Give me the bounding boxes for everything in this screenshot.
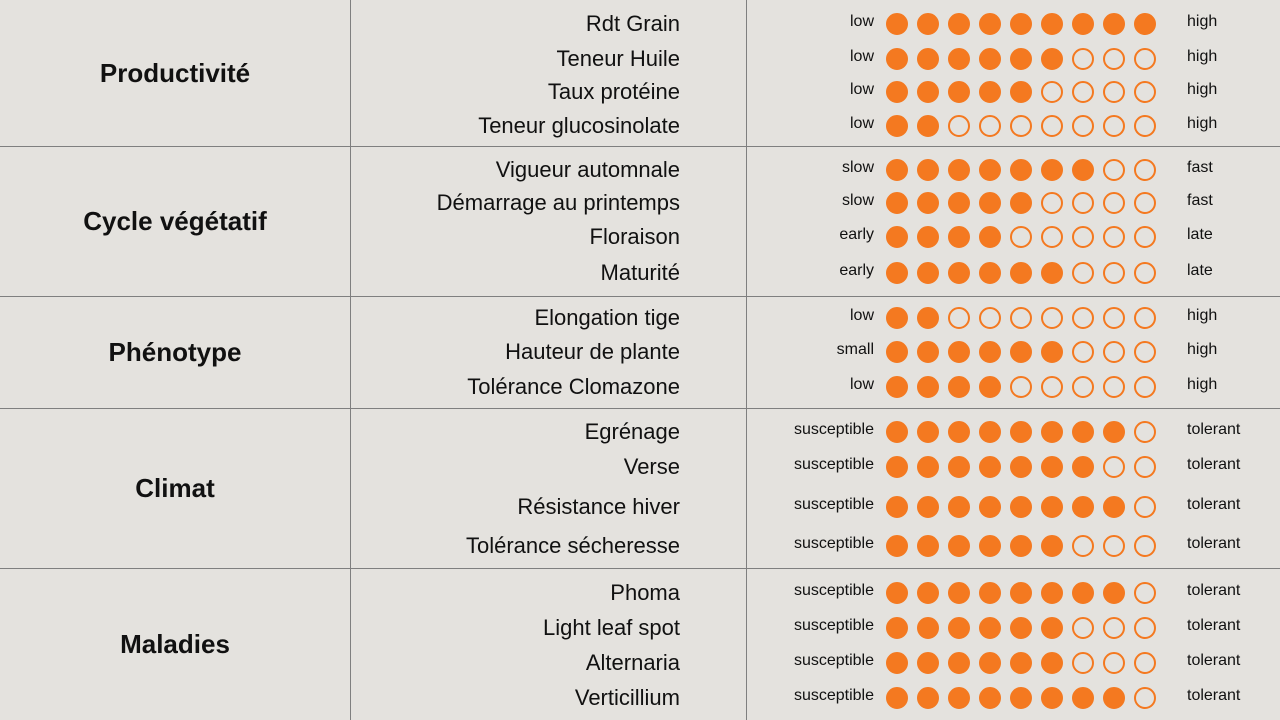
rating-dot-filled [1041,652,1063,674]
rating-dot-filled [1041,262,1063,284]
rating-dot-empty [1134,617,1156,639]
rating-dot-filled [886,456,908,478]
rating-dot-filled [1010,262,1032,284]
rating-dot-empty [1072,341,1094,363]
rating-dot-empty [1134,687,1156,709]
trait-name: Verticillium [574,685,680,710]
rating-dot-filled [1010,81,1032,103]
rating-dot-filled [1041,617,1063,639]
rating-dot-filled [1072,456,1094,478]
rating-dot-filled [917,687,939,709]
rating-dots [886,155,1176,185]
scale-high-label: tolerant [1187,421,1241,438]
rating-dot-filled [979,421,1001,443]
rating-dot-empty [1072,81,1094,103]
rating-dot-filled [948,582,970,604]
rating-dot-filled [1103,13,1125,35]
rating-dot-empty [1072,376,1094,398]
rating-dot-filled [948,456,970,478]
category-label: Productivité [99,58,251,88]
rating-dot-filled [917,115,939,137]
rating-dot-empty [1072,262,1094,284]
group-divider [0,296,1280,297]
rating-dots [886,222,1176,252]
rating-dot-filled [1010,535,1032,557]
rating-dot-filled [917,535,939,557]
rating-dots [886,578,1176,608]
scale-low-label: slow [841,159,874,176]
rating-dot-filled [917,582,939,604]
rating-dots [886,188,1176,218]
rating-dot-filled [979,262,1001,284]
scale-high-label: late [1187,226,1213,243]
scale-low-label: low [849,376,874,393]
rating-dot-filled [948,81,970,103]
scale-low-label: early [839,262,874,279]
rating-dot-empty [1134,226,1156,248]
rating-dot-filled [948,13,970,35]
rating-dots [886,303,1176,333]
scale-high-label: fast [1187,159,1213,176]
rating-dot-empty [1103,307,1125,329]
scale-high-label: high [1187,115,1218,132]
rating-dot-filled [886,262,908,284]
trait-name: Egrénage [584,419,680,444]
rating-dot-empty [1134,159,1156,181]
rating-dot-filled [1072,421,1094,443]
rating-dot-empty [1134,262,1156,284]
scale-low-label: susceptible [793,456,874,473]
rating-dot-filled [1103,496,1125,518]
rating-dot-filled [1010,496,1032,518]
scale-high-label: tolerant [1187,582,1241,599]
rating-dot-empty [1134,341,1156,363]
rating-dot-filled [979,496,1001,518]
rating-dot-filled [948,687,970,709]
rating-dot-empty [1103,226,1125,248]
rating-dot-filled [1010,159,1032,181]
rating-dot-filled [917,652,939,674]
category-label: Cycle végétatif [83,206,267,236]
rating-dot-filled [948,226,970,248]
scale-high-label: tolerant [1187,687,1241,704]
rating-dot-filled [917,48,939,70]
rating-dot-filled [1010,687,1032,709]
rating-dot-empty [1103,376,1125,398]
rating-dot-filled [1041,421,1063,443]
rating-dot-filled [979,652,1001,674]
rating-dot-filled [886,582,908,604]
rating-dot-filled [1041,341,1063,363]
scale-low-label: small [836,341,874,358]
scale-high-label: high [1187,341,1218,358]
scale-low-label: early [839,226,874,243]
rating-dot-filled [917,13,939,35]
rating-dot-empty [1134,456,1156,478]
rating-dot-filled [917,421,939,443]
rating-dot-filled [1010,582,1032,604]
rating-dot-filled [979,341,1001,363]
scale-low-label: low [849,307,874,324]
rating-dot-filled [1041,496,1063,518]
scale-low-label: susceptible [793,687,874,704]
scale-high-label: tolerant [1187,617,1241,634]
scale-high-label: fast [1187,192,1213,209]
rating-dot-filled [886,652,908,674]
rating-dots [886,417,1176,447]
trait-name: Tolérance sécheresse [465,533,680,558]
rating-dot-filled [886,307,908,329]
rating-dot-filled [917,226,939,248]
rating-dot-filled [1010,456,1032,478]
rating-dots [886,613,1176,643]
scale-low-label: low [849,81,874,98]
scale-low-label: slow [841,192,874,209]
rating-dot-filled [979,192,1001,214]
scale-high-label: late [1187,262,1213,279]
rating-dot-empty [1103,115,1125,137]
rating-dot-empty [1072,115,1094,137]
rating-dot-filled [886,159,908,181]
category-label: Phénotype [108,337,242,367]
rating-dot-empty [1134,115,1156,137]
rating-dot-filled [917,617,939,639]
rating-dot-filled [917,307,939,329]
rating-dot-filled [948,535,970,557]
rating-dot-empty [979,115,1001,137]
rating-dot-empty [1103,262,1125,284]
rating-dot-filled [1041,456,1063,478]
rating-dot-empty [1103,617,1125,639]
rating-dot-empty [1134,535,1156,557]
scale-low-label: susceptible [793,582,874,599]
scale-high-label: tolerant [1187,496,1241,513]
rating-dot-filled [886,48,908,70]
rating-dot-filled [948,159,970,181]
rating-dots [886,648,1176,678]
column-divider [746,0,747,720]
rating-dot-filled [886,226,908,248]
rating-dot-empty [1103,456,1125,478]
rating-dot-empty [979,307,1001,329]
rating-dot-empty [948,115,970,137]
rating-dot-filled [886,115,908,137]
trait-name: Floraison [589,224,680,249]
rating-dot-empty [1134,192,1156,214]
rating-dot-filled [948,341,970,363]
rating-dot-empty [1134,81,1156,103]
rating-dot-filled [979,582,1001,604]
rating-dot-filled [886,617,908,639]
rating-dot-filled [948,48,970,70]
rating-dot-filled [1041,582,1063,604]
rating-dot-empty [1103,535,1125,557]
rating-dot-filled [1072,582,1094,604]
trait-name: Maturité [600,260,680,285]
rating-dot-empty [1010,376,1032,398]
trait-name: Elongation tige [534,305,680,330]
rating-dot-filled [1010,652,1032,674]
rating-dot-filled [948,617,970,639]
trait-name: Taux protéine [547,79,680,104]
rating-dot-empty [1072,535,1094,557]
rating-dot-filled [917,496,939,518]
scale-high-label: tolerant [1187,535,1241,552]
rating-dot-filled [1103,582,1125,604]
trait-name: Light leaf spot [543,615,680,640]
rating-dot-empty [1041,192,1063,214]
rating-dot-filled [1010,13,1032,35]
rating-dot-filled [1072,13,1094,35]
rating-dot-filled [917,456,939,478]
trait-name: Démarrage au printemps [436,190,680,215]
scale-low-label: susceptible [793,496,874,513]
rating-dots [886,77,1176,107]
rating-dot-filled [1010,48,1032,70]
trait-name: Rdt Grain [585,11,680,36]
category-label: Maladies [120,629,230,659]
rating-dot-filled [979,81,1001,103]
scale-low-label: susceptible [793,421,874,438]
rating-dot-filled [979,456,1001,478]
rating-dot-filled [886,192,908,214]
rating-dot-empty [1041,81,1063,103]
rating-dot-filled [1010,341,1032,363]
rating-dot-empty [1103,192,1125,214]
rating-dot-filled [1041,13,1063,35]
rating-dot-filled [917,81,939,103]
rating-dots [886,111,1176,141]
trait-name: Phoma [610,580,680,605]
rating-dots [886,9,1176,39]
group-divider [0,146,1280,147]
rating-dot-empty [1134,307,1156,329]
rating-dot-filled [1041,159,1063,181]
trait-name: Alternaria [585,650,680,675]
trait-name: Hauteur de plante [505,339,680,364]
rating-dot-filled [948,652,970,674]
rating-dot-filled [1010,617,1032,639]
rating-dot-empty [1072,652,1094,674]
scale-low-label: low [849,13,874,30]
rating-dot-empty [1072,192,1094,214]
scale-high-label: high [1187,81,1218,98]
rating-dot-filled [1010,192,1032,214]
rating-dot-empty [1010,307,1032,329]
rating-dot-filled [1103,687,1125,709]
rating-dot-filled [979,687,1001,709]
rating-dot-empty [1134,582,1156,604]
rating-dots [886,258,1176,288]
trait-name: Verse [623,454,680,479]
scale-high-label: high [1187,13,1218,30]
rating-dot-empty [1103,48,1125,70]
rating-dot-empty [1010,226,1032,248]
trait-name: Teneur Huile [556,46,680,71]
rating-dots [886,492,1176,522]
rating-dot-empty [1010,115,1032,137]
scale-high-label: high [1187,307,1218,324]
rating-dots [886,531,1176,561]
rating-dot-empty [1103,81,1125,103]
rating-dot-filled [1134,13,1156,35]
rating-dot-filled [886,13,908,35]
rating-dot-empty [1041,226,1063,248]
rating-dot-empty [1134,652,1156,674]
rating-dot-empty [1072,226,1094,248]
trait-name: Teneur glucosinolate [478,113,680,138]
rating-dot-filled [886,341,908,363]
rating-dots [886,683,1176,713]
rating-dot-filled [886,421,908,443]
rating-dot-filled [948,496,970,518]
trait-name: Tolérance Clomazone [467,374,680,399]
rating-dot-filled [979,617,1001,639]
rating-dot-filled [1072,496,1094,518]
rating-dot-empty [1134,496,1156,518]
rating-dot-empty [1072,307,1094,329]
scale-low-label: low [849,115,874,132]
rating-dot-empty [1134,376,1156,398]
rating-dot-filled [886,687,908,709]
rating-dot-empty [1134,48,1156,70]
rating-dot-filled [886,376,908,398]
scale-high-label: high [1187,376,1218,393]
scale-high-label: tolerant [1187,652,1241,669]
rating-dots [886,337,1176,367]
rating-dots [886,44,1176,74]
rating-dot-filled [1010,421,1032,443]
rating-dot-filled [886,535,908,557]
rating-dot-filled [1041,535,1063,557]
rating-dot-filled [948,376,970,398]
scale-low-label: susceptible [793,617,874,634]
rating-dot-empty [1103,652,1125,674]
rating-dot-filled [1072,159,1094,181]
rating-dot-empty [1103,159,1125,181]
scale-low-label: susceptible [793,535,874,552]
rating-dot-filled [948,262,970,284]
rating-dot-filled [917,262,939,284]
rating-dot-filled [979,226,1001,248]
rating-dot-filled [1041,687,1063,709]
rating-dot-filled [979,159,1001,181]
rating-dot-filled [948,192,970,214]
category-label: Climat [135,473,215,503]
scale-high-label: high [1187,48,1218,65]
rating-dot-filled [886,81,908,103]
rating-dot-empty [1041,307,1063,329]
rating-dot-empty [1072,617,1094,639]
trait-name: Résistance hiver [517,494,680,519]
rating-dots [886,452,1176,482]
rating-dot-filled [979,376,1001,398]
rating-dot-filled [917,341,939,363]
rating-dot-empty [1041,115,1063,137]
scale-low-label: low [849,48,874,65]
rating-dots [886,372,1176,402]
rating-dot-filled [917,159,939,181]
rating-dot-empty [1072,48,1094,70]
group-divider [0,568,1280,569]
rating-dot-empty [1103,341,1125,363]
rating-dot-empty [1041,376,1063,398]
rating-dot-filled [979,48,1001,70]
rating-dot-filled [979,535,1001,557]
group-divider [0,408,1280,409]
trait-name: Vigueur automnale [495,157,680,182]
scale-high-label: tolerant [1187,456,1241,473]
rating-dot-empty [1134,421,1156,443]
rating-dot-filled [917,192,939,214]
rating-dot-filled [886,496,908,518]
rating-dot-filled [917,376,939,398]
rating-dot-filled [979,13,1001,35]
rating-dot-empty [948,307,970,329]
scale-low-label: susceptible [793,652,874,669]
rating-dot-filled [1072,687,1094,709]
rating-dot-filled [1103,421,1125,443]
rating-dot-filled [948,421,970,443]
rating-dot-filled [1041,48,1063,70]
